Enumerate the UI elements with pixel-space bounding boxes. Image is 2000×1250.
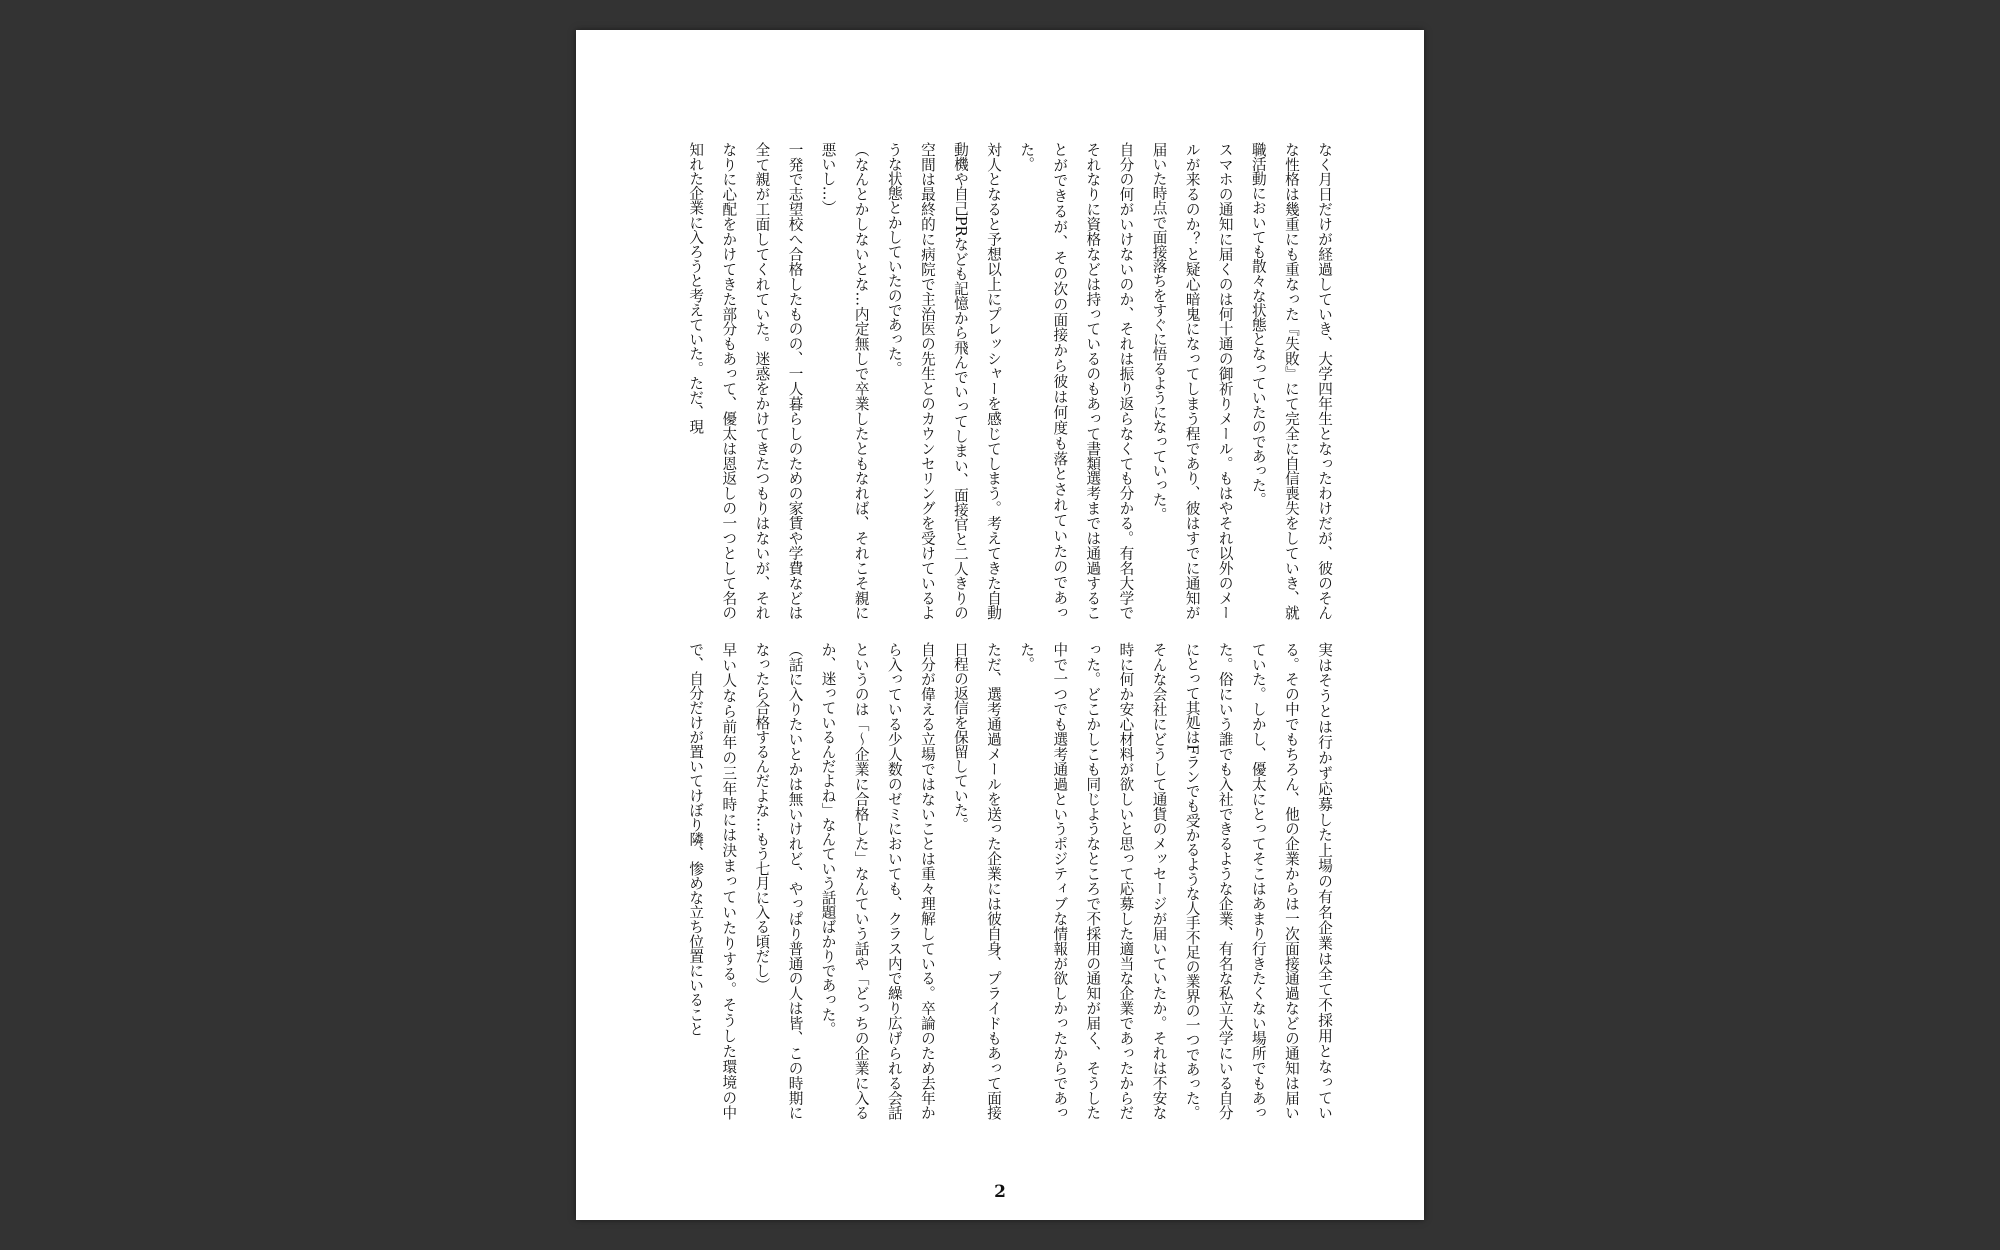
paragraph: 自分の何がいけないのか、それは振り返らなくても分かる。有名大学でそれなりに資格などは持っているのもあって書類選考までは通過することができるが、その次の面接から彼は何度も落とされていたのであった。: [1018, 142, 1135, 620]
paragraph: （なんとかしないとな…内定無しで卒業したともなれば、それこそ親に悪いし…）: [819, 142, 870, 620]
lower-text-block: [659, 642, 1341, 1120]
paragraph: なく月日だけが経過していき、大学四年生となったわけだが、彼のそんな性格は幾重にも重なった『失敗』にて完全に自信喪失をしていき、就職活動においても散々な状態となっていたのであった。: [1249, 142, 1333, 620]
paragraph: 早い人なら前年の三年時には決まっていたりする。そうした環境の中で、自分だけが置いてけぼり隣、惨めな立ち位置にいること: [687, 642, 738, 1120]
paragraph: （話に入りたいとかは無いけれど、やっぱり普通の人は皆、この時期になったら合格するんだよな…もう七月に入る頃だし）: [753, 642, 804, 1120]
paragraph: 一発で志望校へ合格したものの、一人暮らしのための家賃や学費などは全て親が工面してくれていた。迷惑をかけてきたつもりはないが、それなりに心配をかけてきた部分もあって、優太は恩返しの一つとして名の知れた企業に入ろうと考えていた。ただ、現: [687, 142, 804, 620]
paragraph: 実はそうとは行かず応募した上場の有名企業は全て不採用となっている。その中でもちろん、他の企業からは一次面接通過などの通知は届いていた。しかし、優太にとってそこはあまり行きたくない場所でもあった。俗にいう誰でも入社できるような企業、有名な私立大学にいる自分にとって其処はFランでも受かるような人手不足の業界の一つであった。そんな会社にどうして通貨のメッセージが届いていたか。それは不安な時に何か安心材料が欲しいと思って応募した適当な企業であったからだった。どこかしこも同じようなところで不採用の通知が届く、そうした中で一つでも選考通過というポジティブな情報が欲しかったからであった。: [1018, 642, 1333, 1120]
paragraph: ただ、選考通過メールを送った企業には彼自身、プライドもあって面接日程の返信を保留していた。: [951, 642, 1003, 1120]
paragraph: スマホの通知に届くのは何十通の御祈りメール。もはやそれ以外のメールが来るのか？と疑心暗鬼になってしまう程であり、彼はすでに通知が届いた時点で面接落ちをすぐに悟るようになっていった。: [1150, 142, 1234, 620]
paragraph: 自分が偉える立場ではないことは重々理解している。卒論のため去年から入っている少人数のゼミにおいても、クラス内で繰り広げられる会話というのは「〜企業に合格した」なんていう話や「どっちの企業に入るか、迷っているんだよね」なんていう話題ばかりであった。: [819, 642, 936, 1120]
page-number: 2: [994, 1182, 1006, 1202]
document-page: [576, 30, 1424, 1220]
paragraph: 対人となると予想以上にプレッシャーを感じてしまう。考えてきた自動動機や自己PRなども記憶から飛んでいってしまい、面接官と二人きりの空間は最終的に病院で主治医の先生とのカウンセリングを受けているような状態とかしていたのであった。: [885, 142, 1003, 620]
upper-text-block: [659, 142, 1341, 620]
